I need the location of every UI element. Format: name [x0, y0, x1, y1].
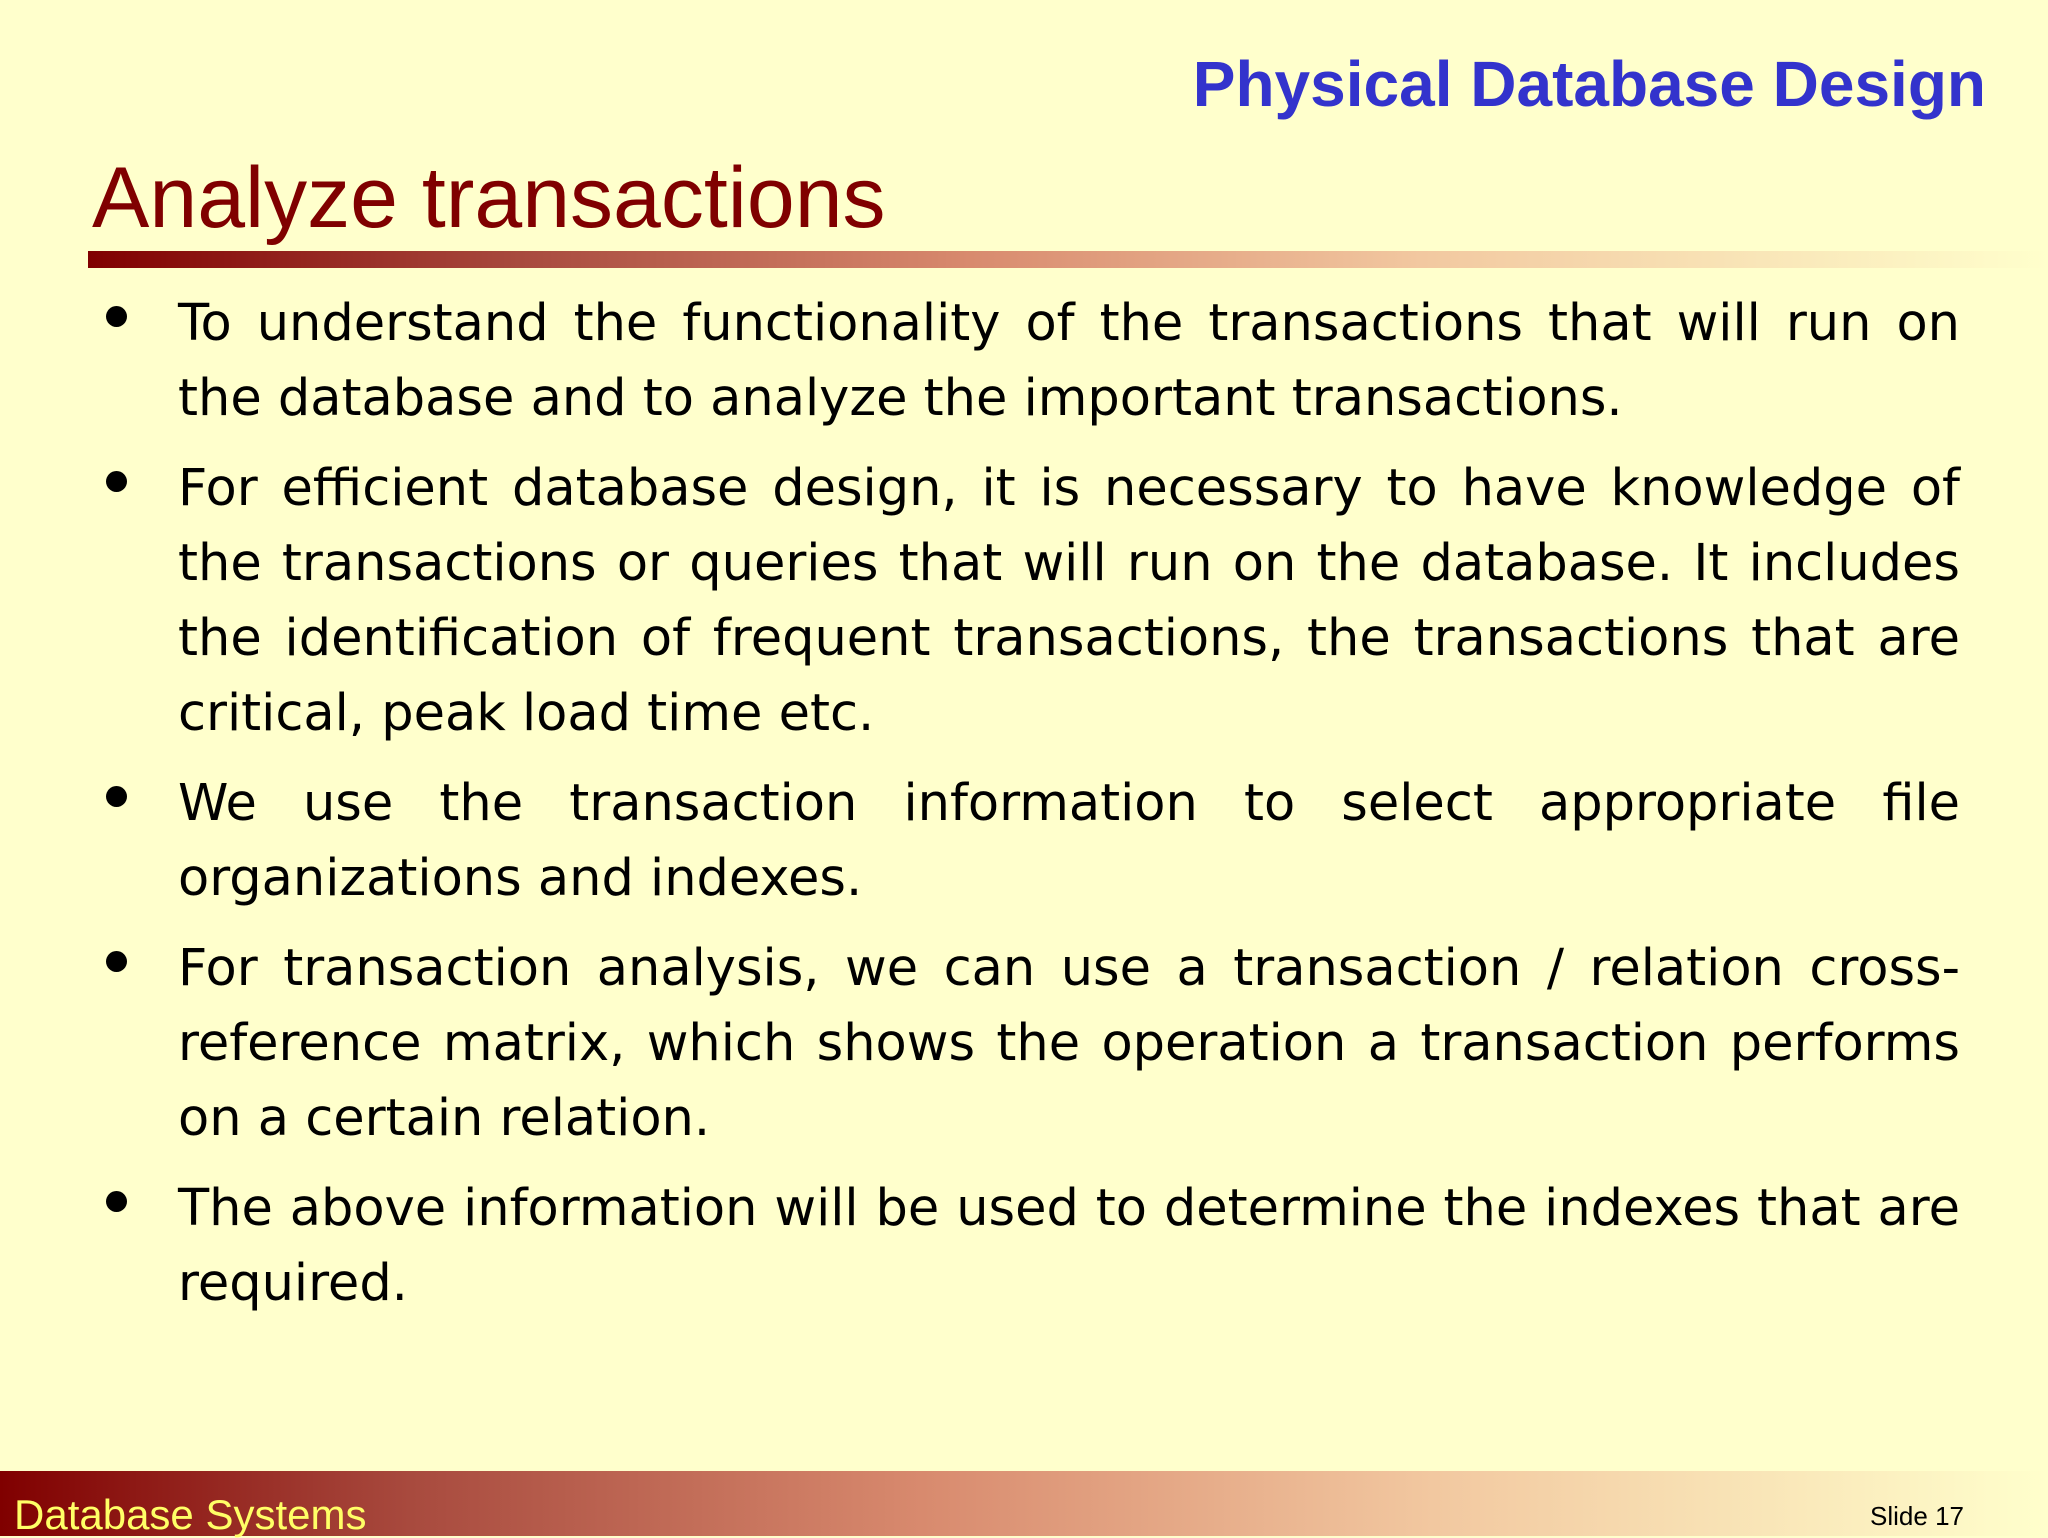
bullet-item	[100, 931, 1960, 1156]
bullet-item	[100, 1171, 1960, 1321]
slide-number: Slide 17	[1870, 1501, 1964, 1531]
bullet-text: For transaction analysis, we can use a transaction / relation cross-reference matrix, which shows the operation a transaction performs on a certain relation.	[178, 939, 1960, 1148]
title-underline-divider	[88, 251, 2048, 268]
bullet-icon	[106, 471, 127, 492]
bullet-text: For efficient database design, it is necessary to have knowledge of the transactions or queries that will run on the database. It includes the identification of frequent transactions, the transactions that are critical, peak load time etc.	[178, 459, 1960, 743]
bullet-icon	[106, 786, 127, 807]
bullet-item	[100, 286, 1960, 436]
bullet-text: To understand the functionality of the transactions that will run on the database and to analyze the important transactions.	[178, 294, 1960, 428]
bullet-icon	[106, 1191, 127, 1212]
bullet-text: We use the transaction information to select appropriate file organizations and indexes.	[178, 774, 1960, 908]
bullet-icon	[106, 306, 127, 327]
bullet-item	[100, 451, 1960, 751]
presentation-title: Physical Database Design	[1192, 48, 1986, 120]
bullet-icon	[106, 951, 127, 972]
bullet-list	[100, 286, 1960, 1336]
bullet-item	[100, 766, 1960, 916]
bullet-text: The above information will be used to determine the indexes that are required.	[178, 1179, 1960, 1313]
slide-title: Analyze transactions	[92, 150, 886, 246]
footer-course-name: Database Systems	[14, 1491, 367, 1538]
